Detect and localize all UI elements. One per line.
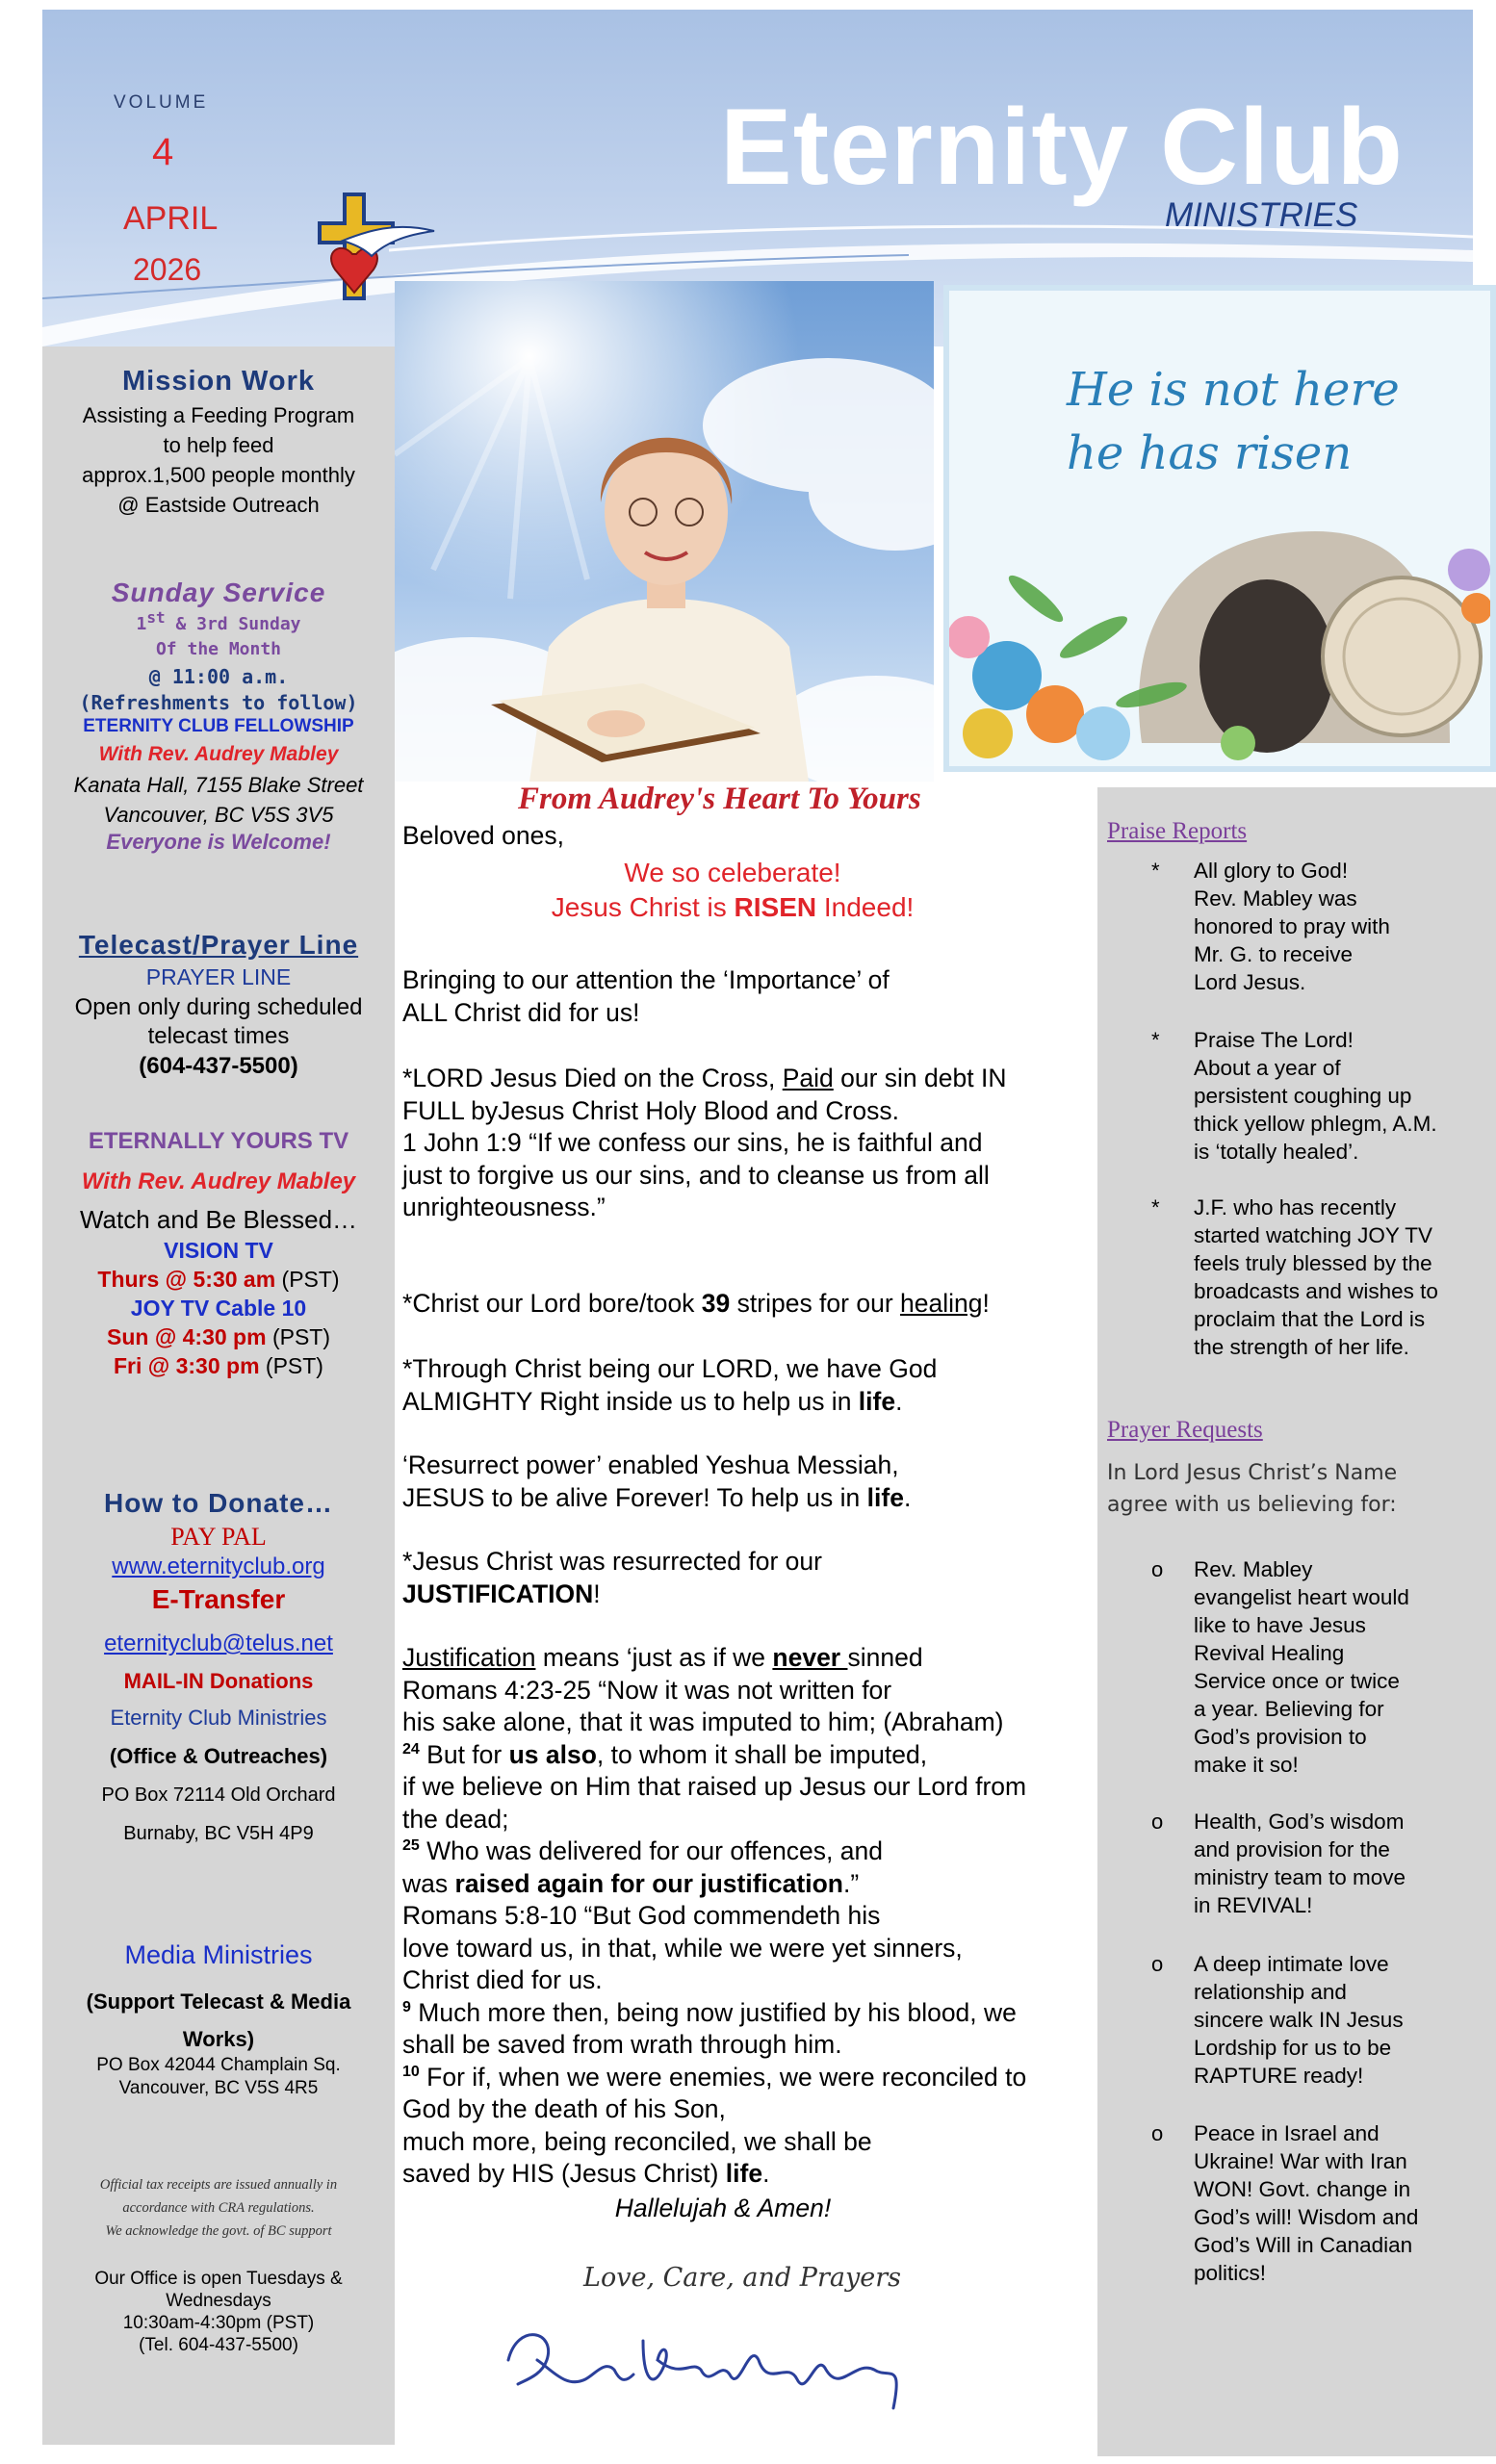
donate-etransfer: E-Transfer	[151, 1584, 286, 1614]
media-heading: Media Ministries	[124, 1940, 313, 1969]
donate-office: (Office & Outreaches)	[109, 1744, 328, 1768]
donate-heading: How to Donate…	[104, 1488, 333, 1518]
office-hours: Our Office is open Tuesdays & Wednesdays 10:30am-4:30pm (PST) (Tel. 604-437-5500)	[94, 2269, 343, 2355]
paragraph-importance: Bringing to our attention the ‘Importance’ of ALL Christ did for us!	[402, 965, 890, 1027]
media-address: PO Box 42044 Champlain Sq. Vancouver, BC V5S 4R5	[96, 2055, 341, 2098]
prayer-bullet: o	[1151, 1952, 1164, 1976]
paragraph-justification: *Jesus Christ was resurrected for our JUSTIFICATION!	[402, 1547, 822, 1608]
tv-host: With Rev. Audrey Mabley	[81, 1168, 356, 1194]
article-heading: From Audrey's Heart To Yours	[518, 782, 921, 816]
paragraph-cross: *LORD Jesus Died on the Cross, Paid our sin debt IN FULL byJesus Christ Holy Blood and Cross. 1 John 1:9 “If we confess our sins, he is faithful and just to forgive us our sins, and to cleanse us from all unrighteousness.”	[402, 1064, 1007, 1221]
closing-line: Love, Care, and Prayers	[583, 2263, 901, 2293]
pastor-photo	[395, 281, 934, 782]
prayer-bullet: o	[1151, 1557, 1164, 1581]
tv-watch: Watch and Be Blessed…	[79, 1205, 358, 1234]
right-column	[1097, 787, 1496, 2456]
praise-bullet: *	[1151, 1028, 1160, 1052]
tv-sun: Sun @ 4:30 pm (PST)	[106, 1324, 331, 1349]
donate-email-link[interactable]: eternityclub@telus.net	[104, 1630, 333, 1656]
tv-fri: Fri @ 3:30 pm (PST)	[114, 1353, 323, 1378]
tv-vision: VISION TV	[164, 1238, 273, 1263]
easter-card	[943, 285, 1496, 772]
praise-heading: Praise Reports	[1107, 818, 1248, 844]
praise-bullet: *	[1151, 1195, 1160, 1219]
celebrate-line: We so celeberate!	[624, 858, 841, 887]
praise-item: Praise The Lord! About a year of persistent coughing up thick yellow phlegm, A.M. is ‘totally healed’.	[1194, 1028, 1437, 1164]
mission-heading: Mission Work	[122, 366, 315, 397]
service-time: @ 11:00 a.m. (Refreshments to follow)	[79, 665, 358, 714]
donate-city: Burnaby, BC V5H 4P9	[123, 1823, 314, 1844]
paragraph-resurrect: ‘Resurrect power’ enabled Yeshua Messiah, JESUS to be alive Forever! To help us in life.	[402, 1450, 912, 1512]
tv-joy: JOY TV Cable 10	[130, 1296, 307, 1321]
newsletter-subtitle: MINISTRIES	[1165, 196, 1358, 234]
mission-text: Assisting a Feeding Program to help feed approx.1,500 people monthly @ Eastside Outreach	[82, 403, 355, 517]
risen-line: Jesus Christ is RISEN Indeed!	[551, 892, 915, 922]
tv-heading: ETERNALLY YOURS TV	[88, 1128, 349, 1154]
prayer-item: Rev. Mabley evangelist heart would like to have Jesus Revival Healing Service once or twice a year. Believing for God’s provision to make it so!	[1194, 1557, 1409, 1777]
donate-paypal: PAY PAL	[170, 1523, 267, 1551]
prayer-bullet: o	[1151, 2121, 1164, 2145]
fellowship-name: ETERNITY CLUB FELLOWSHIP	[83, 716, 354, 736]
service-welcome: Everyone is Welcome!	[106, 830, 331, 854]
praise-item: All glory to God! Rev. Mabley was honored to pray with Mr. G. to receive Lord Jesus.	[1194, 859, 1390, 994]
donate-po-box: PO Box 72114 Old Orchard	[101, 1784, 336, 1806]
service-address: Kanata Hall, 7155 Blake Street Vancouver, BC V5S 3V5	[73, 773, 364, 827]
newsletter-title: Eternity Club	[720, 87, 1404, 207]
svg-text:Rev. Audrey Mabley: Rev. Audrey Mabley	[499, 2423, 507, 2424]
praise-item: J.F. who has recently started watching JOY TV feels truly blessed by the broadcasts and wishes to proclaim that the Lord is the strength of her life.	[1194, 1195, 1438, 1359]
volume-label: VOLUME	[114, 92, 209, 113]
paragraph-lord: *Through Christ being our LORD, we have God ALMIGHTY Right inside us to help us in life.	[402, 1354, 938, 1416]
telecast-hours: Open only during scheduled telecast times	[74, 994, 363, 1049]
amen-line: Hallelujah & Amen!	[614, 2194, 832, 2222]
praise-bullet: *	[1151, 859, 1160, 883]
prayer-bullet: o	[1151, 1810, 1164, 1834]
signature	[499, 2302, 913, 2427]
easter-card-caption: He is not here he has risen	[1067, 363, 1400, 480]
volume-number: 4	[152, 131, 174, 173]
donate-org: Eternity Club Ministries	[110, 1706, 327, 1730]
prayer-line-label: PRAYER LINE	[145, 964, 292, 989]
pastor-photo-illustration	[395, 281, 934, 782]
prayer-intro: In Lord Jesus Christ’s Name agree with us believing for:	[1107, 1461, 1398, 1517]
media-support: (Support Telecast & Media Works)	[86, 1989, 351, 2051]
greeting: Beloved ones,	[402, 821, 564, 850]
sidebar	[42, 346, 395, 2445]
tv-thurs: Thurs @ 5:30 am (PST)	[97, 1267, 340, 1292]
service-heading: Sunday Service	[111, 578, 326, 607]
issue-month: APRIL	[123, 200, 219, 237]
donate-mail-in: MAIL-IN Donations	[123, 1669, 314, 1693]
donate-website-link[interactable]: www.eternityclub.org	[112, 1553, 325, 1579]
paragraph-stripes: *Christ our Lord bore/took 39 stripes for our healing!	[402, 1289, 990, 1318]
issue-year: 2026	[133, 252, 202, 287]
letter-article	[402, 782, 1101, 2456]
service-host: With Rev. Audrey Mabley	[98, 743, 339, 765]
service-schedule: 1st & 3rd Sunday Of the Month	[136, 608, 301, 659]
prayer-heading: Prayer Requests	[1107, 1417, 1263, 1443]
prayer-item: Health, God’s wisdom and provision for the ministry team to move in REVIVAL!	[1194, 1810, 1406, 1917]
prayer-line-phone: (604-437-5500)	[139, 1053, 298, 1079]
tax-receipt-note: Official tax receipts are issued annually in accordance with CRA regulations. We acknowledge the govt. of BC support	[99, 2177, 338, 2239]
paragraph-romans-4: Justification means ‘just as if we never sinned Romans 4:23-25 “Now it was not written for his sake alone, that it was imputed to him; (Abraham) $^{24}$ But for us also, to whom it shall be imputed, if we believe on Him that raised up Jesus our Lord from the dead; $^{25}$ Who was delivered for our offences, and was raised again for our justification.” Romans 5:8-10 “But God commendeth his love toward us, in that, while we were yet sinners, Christ died for us. $^9$ Much more then, being now justified by his blood, we shall be saved from wrath through him. $^{10}$ For if, when we were enemies, we were reconciled to God by the death of his Son, much more, being reconciled, we shall be saved by HIS (Jesus Christ) life.	[402, 1643, 1027, 2188]
telecast-heading: Telecast/Prayer Line	[78, 930, 359, 960]
prayer-item: Peace in Israel and Ukraine! War with Iran WON! Govt. change in God’s will! Wisdom and God’s Will in Canadian politics!	[1194, 2121, 1419, 2285]
prayer-item: A deep intimate love relationship and sincere walk IN Jesus Lordship for us to be RAPTURE ready!	[1194, 1952, 1404, 2088]
